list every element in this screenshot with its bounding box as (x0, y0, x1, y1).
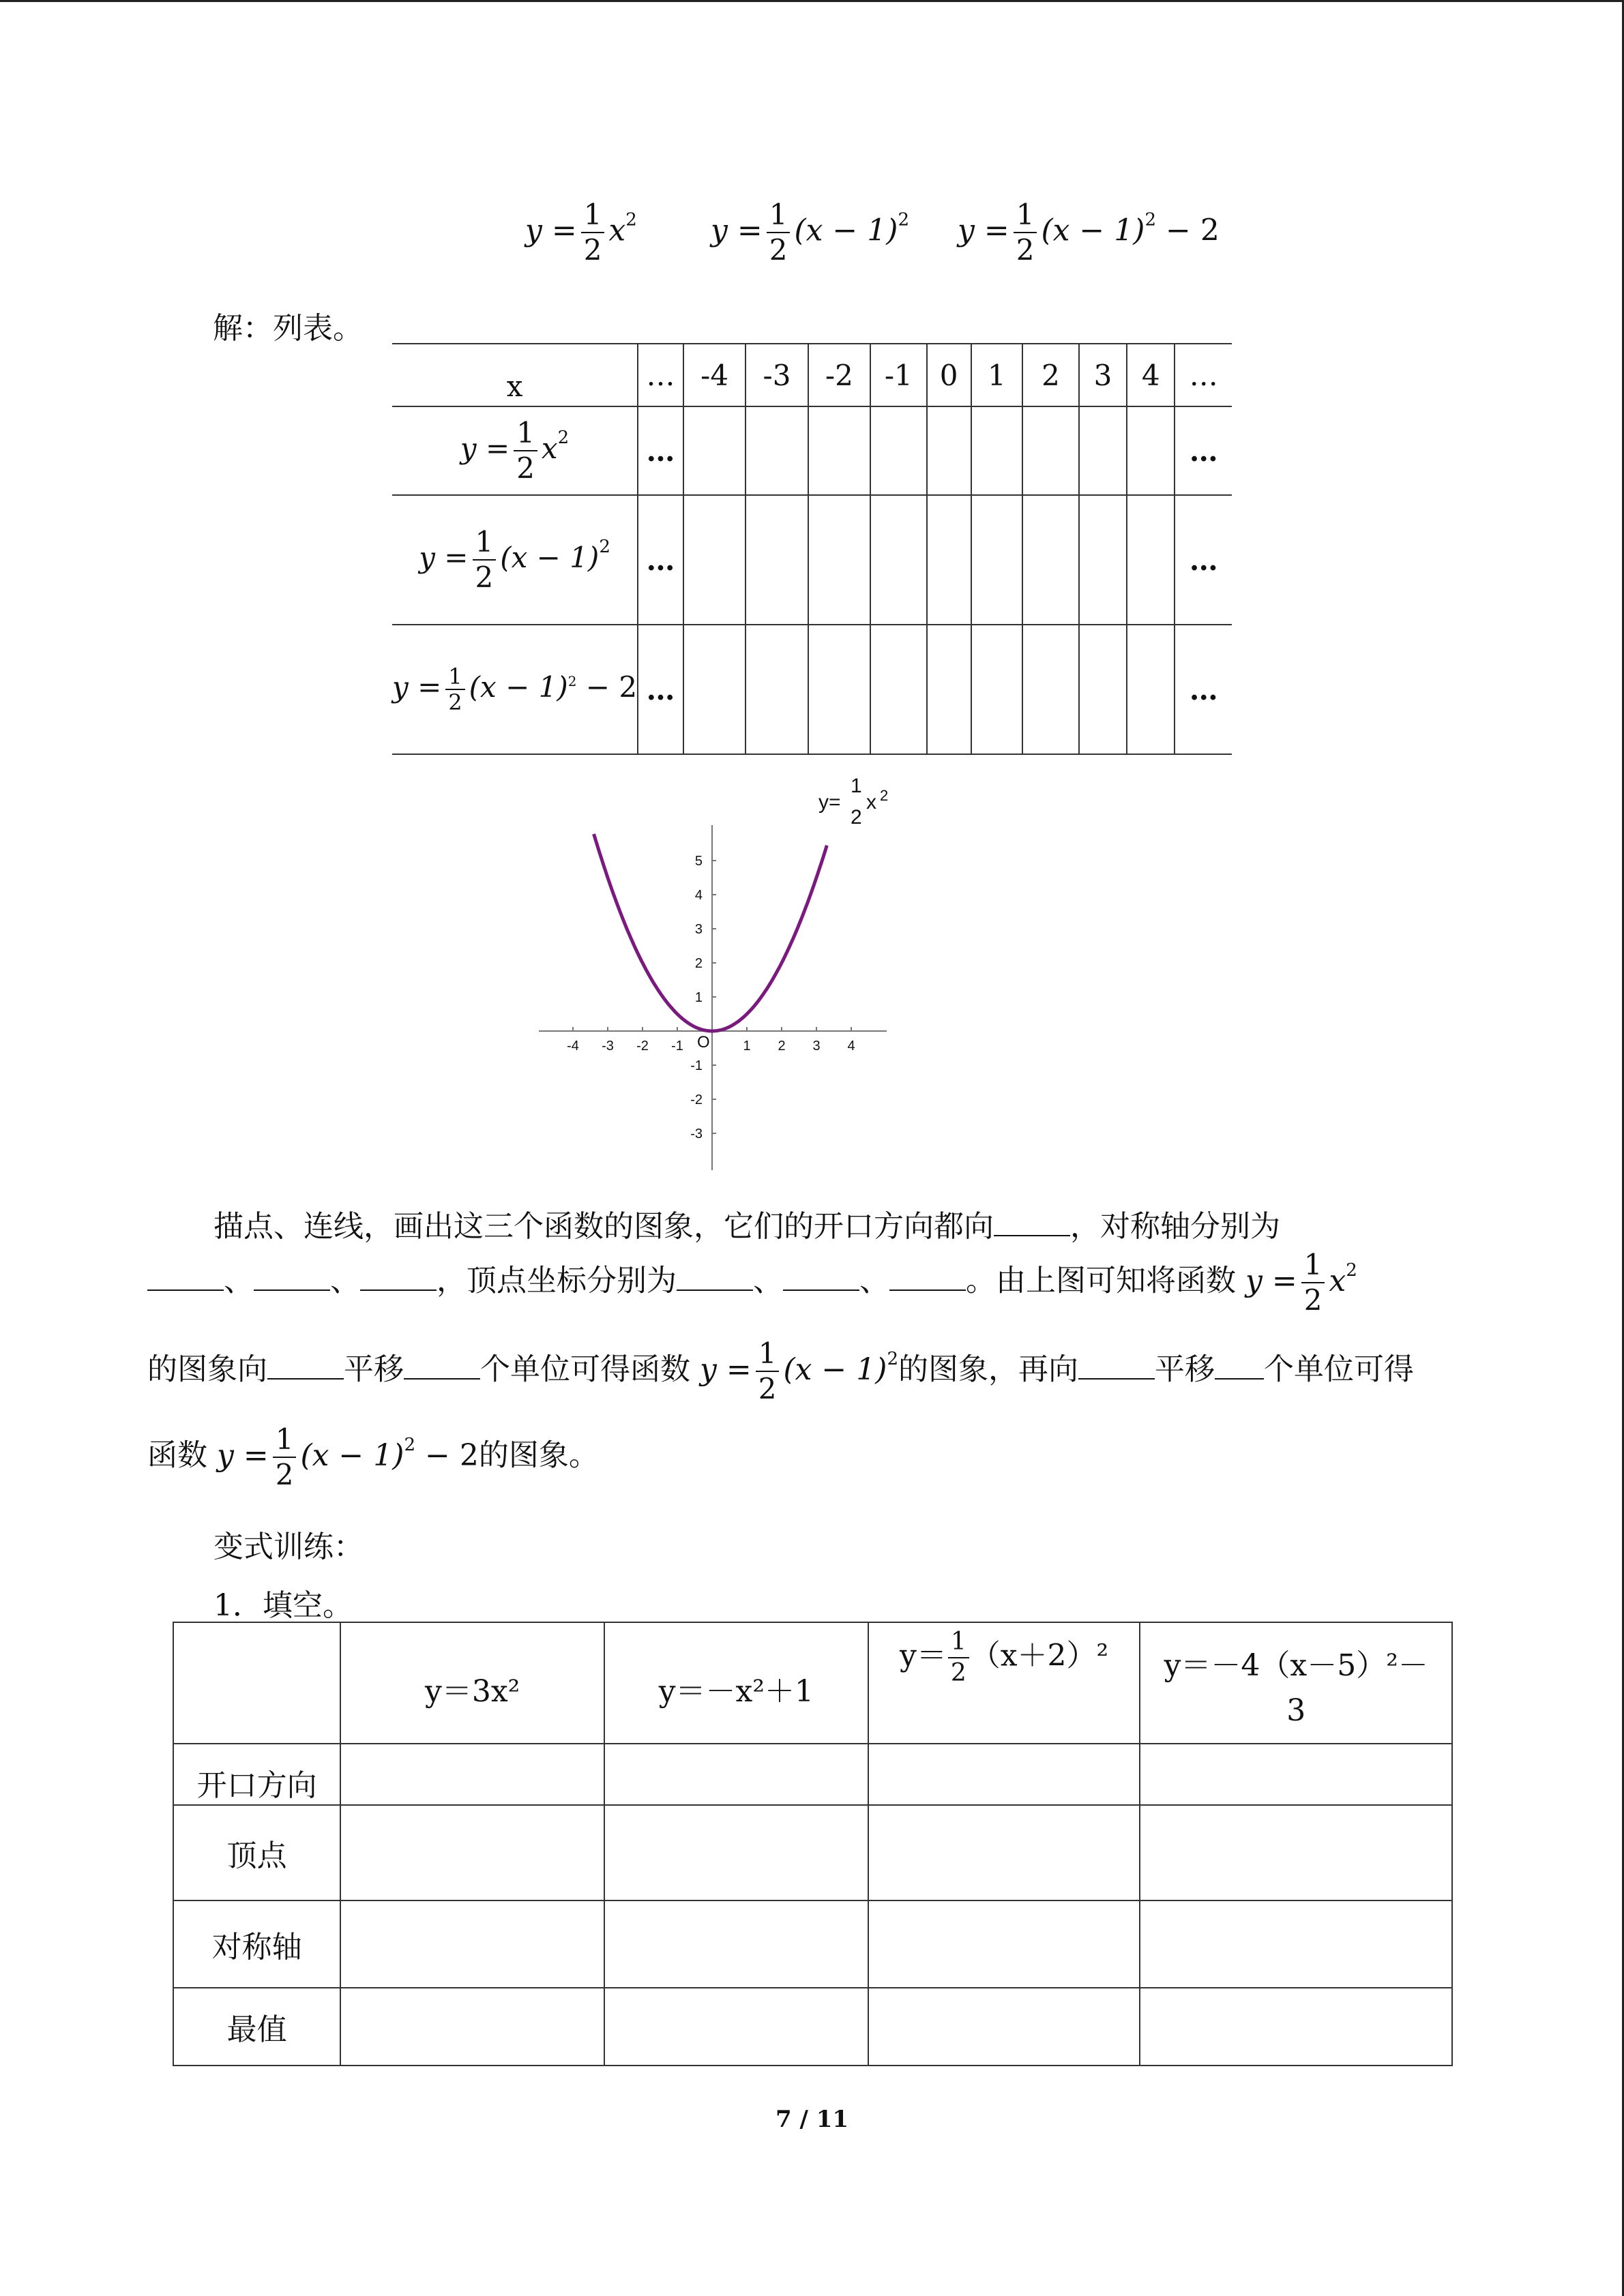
value-cell[interactable] (971, 625, 1023, 754)
value-cell[interactable] (971, 406, 1023, 495)
x-value-cell: -1 (870, 344, 927, 406)
row-header: 对称轴 (173, 1900, 340, 1988)
row-header: 顶点 (173, 1805, 340, 1900)
answer-cell[interactable] (340, 1805, 604, 1900)
value-cell[interactable] (971, 495, 1023, 625)
blank[interactable] (1215, 1378, 1264, 1380)
fill-table-row (173, 1805, 1452, 1900)
value-cell[interactable] (1079, 406, 1127, 495)
x-label-cell: x (392, 344, 638, 406)
value-cell[interactable] (683, 625, 745, 754)
y-tick-label: -2 (690, 1092, 703, 1107)
fill-label: 1．填空。 (213, 1588, 353, 1623)
value-cell[interactable] (745, 495, 808, 625)
blank[interactable] (1078, 1378, 1155, 1380)
x-tick-label: 1 (743, 1039, 751, 1054)
parabola-curve (594, 834, 827, 1031)
blank[interactable] (267, 1378, 344, 1380)
paragraph-line-4: 函数 y = $\frac{1}{2}$ $(x - 1)^2 - 2$的图象。 (147, 1422, 599, 1491)
y-tick-label: 2 (694, 956, 703, 971)
x-value-cell: 1 (971, 344, 1023, 406)
row-header: 开口方向 (173, 1744, 340, 1805)
ellipsis-cell: … (1189, 358, 1218, 392)
row-function-label: y = $\frac{1}{2}$ $(x - 1)^2$ (392, 495, 638, 625)
x-value-cell: 3 (1079, 344, 1127, 406)
blank[interactable] (254, 1289, 330, 1291)
answer-cell[interactable] (1140, 1805, 1452, 1900)
blank[interactable] (677, 1289, 753, 1291)
y-tick-label: 4 (694, 888, 703, 903)
graph-label-exp: 2 (880, 787, 889, 804)
value-cell[interactable] (927, 406, 971, 495)
value-cell[interactable] (870, 625, 927, 754)
fill-table (173, 1622, 1453, 2066)
inline-function: y = $\frac{1}{2}$ $x^2$ (1245, 1248, 1357, 1317)
blank[interactable] (147, 1289, 224, 1291)
inline-function: y = $\frac{1}{2}$ $(x - 1)^2 - 2$ (217, 1422, 479, 1491)
fill-table-row (173, 1988, 1452, 2066)
x-value-cell: 2 (1022, 344, 1079, 406)
header-function-2: y = $\frac{1}{2}$ $(x - 1)^2$ (711, 198, 909, 267)
y-tick-label: 1 (694, 990, 703, 1005)
answer-cell[interactable] (868, 1744, 1140, 1805)
answer-cell[interactable] (1140, 1744, 1452, 1805)
x-tick-label: 3 (812, 1039, 821, 1054)
value-cell[interactable] (683, 406, 745, 495)
paragraph-line-3: 的图象向 平移 个单位可得函数 y = $\frac{1}{2}$ $(x - 1)^2$的图象，再向 平移 个单位可得 (147, 1337, 1414, 1405)
corner-cell (173, 1622, 340, 1744)
value-cell[interactable] (1022, 406, 1079, 495)
blank[interactable] (783, 1289, 859, 1291)
paragraph-line-2: 、 、 ，顶点坐标分别为 、 、 。由上图可知将函数 y = $\frac{1}{2}$ $x^2$ (147, 1248, 1357, 1317)
blank[interactable] (994, 1235, 1070, 1236)
y-tick-label: 3 (694, 922, 703, 937)
x-value-cell: -3 (745, 344, 808, 406)
value-table-row (392, 406, 1232, 495)
top-border (0, 0, 1624, 2)
blank[interactable] (360, 1289, 437, 1291)
value-cell[interactable] (870, 406, 927, 495)
blank[interactable] (404, 1378, 480, 1380)
value-cell[interactable] (808, 495, 870, 625)
value-cell[interactable] (683, 495, 745, 625)
value-cell[interactable] (1127, 495, 1175, 625)
answer-cell[interactable] (340, 1744, 604, 1805)
solution-label: 解：列表。 (213, 311, 363, 346)
answer-cell[interactable] (604, 1988, 868, 2066)
answer-cell[interactable] (868, 1805, 1140, 1900)
col-header: y＝3x² (340, 1622, 604, 1744)
ellipsis-cell: … (638, 344, 683, 406)
y-tick-label: 5 (694, 854, 703, 869)
ellipsis-cell: … (1189, 672, 1218, 706)
x-value-cell: -2 (808, 344, 870, 406)
ellipsis-cell: … (638, 495, 683, 625)
graph-label-prefix: y= (818, 791, 841, 814)
answer-cell[interactable] (868, 1900, 1140, 1988)
ellipsis-cell: … (1189, 434, 1218, 468)
ellipsis-cell: … (1189, 543, 1218, 577)
ellipsis-cell: … (638, 406, 683, 495)
answer-cell[interactable] (340, 1900, 604, 1988)
y-tick-label: -3 (690, 1127, 703, 1142)
x-value-cell: -4 (683, 344, 745, 406)
answer-cell[interactable] (604, 1744, 868, 1805)
parabola-graph (532, 777, 914, 1180)
value-table-header-row (392, 344, 1232, 406)
value-table (392, 343, 1232, 755)
inline-function: y = $\frac{1}{2}$ $(x - 1)^2$ (700, 1337, 898, 1405)
fill-table-row (173, 1900, 1452, 1988)
value-cell[interactable] (745, 406, 808, 495)
value-cell[interactable] (870, 495, 927, 625)
x-tick-label: -1 (671, 1039, 683, 1054)
col-header: y＝－4（x－5）²－ 3 (1140, 1622, 1452, 1744)
value-cell[interactable] (1079, 625, 1127, 754)
origin-label: O (697, 1033, 710, 1052)
y-tick-label: -1 (690, 1058, 703, 1073)
answer-cell[interactable] (1140, 1900, 1452, 1988)
x-tick-label: -3 (602, 1039, 614, 1054)
value-cell[interactable] (1079, 495, 1127, 625)
graph-label-var: x (866, 791, 876, 814)
x-tick-label: 2 (778, 1039, 786, 1054)
header-function-3: y = $\frac{1}{2}$ $(x - 1)^2 - 2$ (958, 198, 1220, 267)
value-cell[interactable] (1022, 625, 1079, 754)
x-value-cell: 4 (1127, 344, 1175, 406)
variant-label: 变式训练： (213, 1530, 364, 1564)
col-header: y＝ $\frac{1}{2}$ （x＋2）² (868, 1622, 1140, 1744)
row-function-label: y = $\frac{1}{2}$ $x^2$ (392, 406, 638, 495)
x-tick-label: 4 (847, 1039, 855, 1054)
fill-table-header-row (173, 1622, 1452, 1744)
answer-cell[interactable] (604, 1805, 868, 1900)
value-cell[interactable] (808, 406, 870, 495)
blank[interactable] (889, 1289, 966, 1291)
value-cell[interactable] (927, 625, 971, 754)
fill-table-row (173, 1744, 1452, 1805)
answer-cell[interactable] (1140, 1988, 1452, 2066)
row-header: 最值 (173, 1988, 340, 2066)
graph-label-den: 2 (851, 806, 862, 829)
value-cell[interactable] (1127, 625, 1175, 754)
graph-label-num: 1 (851, 777, 862, 797)
ellipsis-cell: … (638, 625, 683, 754)
page-number: 7 / 11 (775, 2106, 849, 2133)
value-table-row (392, 495, 1232, 625)
value-cell[interactable] (927, 495, 971, 625)
answer-cell[interactable] (868, 1988, 1140, 2066)
value-cell[interactable] (1022, 495, 1079, 625)
value-cell[interactable] (745, 625, 808, 754)
answer-cell[interactable] (340, 1988, 604, 2066)
value-table-row (392, 625, 1232, 754)
row-function-label: y = $\frac{1}{2}$ $(x - 1)^2 - 2$ (392, 625, 638, 754)
x-tick-label: -2 (636, 1039, 649, 1054)
header-function-1: y = $\frac{1}{2}$ $x^2$ (525, 198, 637, 267)
answer-cell[interactable] (604, 1900, 868, 1988)
col-header: y＝－x²＋1 (604, 1622, 868, 1744)
x-value-cell: 0 (927, 344, 971, 406)
x-tick-label: -4 (567, 1039, 579, 1054)
paragraph-line-1: 描点、连线，画出这三个函数的图象，它们的开口方向都向 ，对称轴分别为 (213, 1209, 1280, 1244)
value-cell[interactable] (1127, 406, 1175, 495)
value-cell[interactable] (808, 625, 870, 754)
